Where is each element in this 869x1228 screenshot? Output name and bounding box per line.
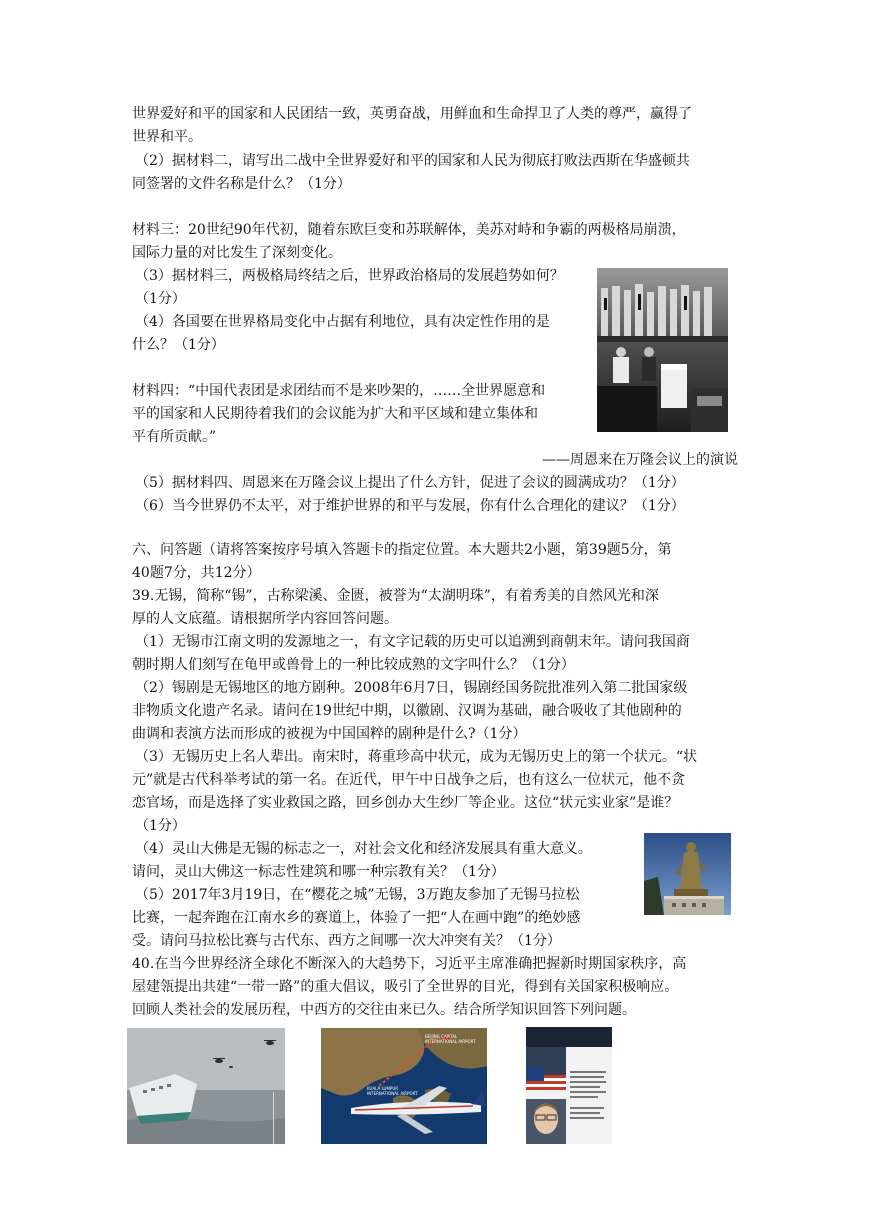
- text-line: 恋官场，而是选择了实业救国之路，回乡创办大生纱厂等企业。这位“状元实业家”是谁？: [132, 795, 679, 811]
- question-39-4: （4）灵山大佛是无锡的标志之一，对社会文化和经济发展具有重大意义。: [135, 841, 592, 857]
- text-line: 回顾人类社会的发展历程，中西方的交往由来已久。结合所学知识回答下列问题。: [132, 1002, 636, 1018]
- question-39: 39.无锡，简称“锡”，古称梁溪、金匮，被誉为“太湖明珠”，有着秀美的自然风光和深: [132, 588, 659, 604]
- text-line: 同签署的文件名称是什么？（1分）: [132, 176, 351, 192]
- text-line: 请问，灵山大佛这一标志性建筑和哪一种宗教有关？（1分）: [132, 864, 505, 880]
- text-line: 平有所贡献。”: [132, 429, 217, 445]
- text-line: 曲调和表演方法而形成的被视为中国国粹的剧种是什么?（1分）: [132, 726, 527, 742]
- question-5: （5）据材料四、周恩来在万隆会议上提出了什么方针，促进了会议的圆满成功？（1分）: [135, 475, 685, 491]
- map-label: KUALA LUMPUR: [367, 1086, 399, 1091]
- text-line: 世界和平。: [132, 129, 202, 145]
- question-39-3: （3）无锡历史上名人辈出。南宋时，蒋重珍高中状元，成为无锡历史上的第一个状元。“状: [135, 749, 698, 765]
- text-line: 受。请问马拉松比赛与古代东、西方之间哪一次大冲突有关？（1分）: [132, 933, 561, 949]
- question-4: （4）各国要在世界格局变化中占据有利地位，具有决定性作用的是: [135, 314, 550, 330]
- text-line: 非物质文化遗产名录。请问在19世纪中期，以徽剧、汉调为基础，融合吸收了其他剧种的: [132, 703, 682, 719]
- text-line: 厚的人文底蕴。请根据所学内容回答问题。: [132, 611, 398, 627]
- text-line: 什么？（1分）: [132, 337, 225, 353]
- photo-capsized-ferry: [127, 1028, 285, 1144]
- text-line: 平的国家和人民期待着我们的会议能为扩大和平区域和建立集体和: [132, 406, 538, 422]
- text-line: 元”就是古代科举考试的第一名。在近代，甲午中日战争之后，也有这么一位状元，他不贪: [132, 772, 686, 788]
- question-39-5: （5）2017年3月19日，在“樱花之城”无锡，3万跑友参加了无锡马拉松: [135, 887, 580, 903]
- text-line: 比赛，一起奔跑在江南水乡的赛道上，体验了一把“人在画中跑”的绝妙感: [132, 910, 581, 926]
- question-2: （2）据材料二，请写出二战中全世界爱好和平的国家和人民为彻底打败法西斯在华盛顿共: [135, 153, 690, 169]
- text-line: （1分）: [135, 291, 186, 307]
- material-3: 材料三：20世纪90年代初，随着东欧巨变和苏联解体，美苏对峙和争霸的两极格局崩溃，: [132, 222, 686, 238]
- text-line: 国际力量的对比发生了深刻变化。: [132, 245, 342, 261]
- section-heading: 六、问答题（请将答案按序号填入答题卡的指定位置。本大题共2小题，第39题5分，第: [132, 542, 672, 558]
- citation: ——周恩来在万隆会议上的演说: [542, 452, 738, 468]
- text-line: 40题7分，共12分）: [132, 565, 261, 581]
- question-3: （3）据材料三，两极格局终结之后，世界政治格局的发展趋势如何？: [135, 268, 564, 284]
- map-label: INTERNATIONAL AIRPORT: [425, 1039, 476, 1044]
- photo-bandung-conference: [597, 268, 728, 432]
- photo-lingshan-buddha: [644, 833, 731, 915]
- question-39-2: （2）锡剧是无锡地区的地方剧种。2008年6月7日，锡剧经国务院批准列入第二批国家级: [135, 680, 688, 696]
- photo-snowden-news: [526, 1027, 612, 1144]
- text-line: 朝时期人们刻写在龟甲或兽骨上的一种比较成熟的文字叫什么？（1分）: [132, 657, 575, 673]
- map-label: BEIJING CAPITAL: [425, 1034, 458, 1039]
- photo-flight-route-map: [321, 1028, 487, 1144]
- text-line: （1分）: [135, 818, 186, 834]
- question-6: （6）当今世界仍不太平，对于维护世界的和平与发展，你有什么合理化的建议？（1分）: [135, 498, 685, 514]
- question-39-1: （1）无锡市江南文明的发源地之一，有文字记载的历史可以追溯到商朝末年。请问我国商: [135, 634, 690, 650]
- text-line: 世界爱好和平的国家和人民团结一致，英勇奋战，用鲜血和生命捍卫了人类的尊严，赢得了: [132, 106, 692, 122]
- material-4: 材料四：“中国代表团是求团结而不是来吵架的，……全世界愿意和: [132, 383, 546, 399]
- map-label: INTERNATIONAL AIRPORT: [367, 1091, 418, 1096]
- text-line: 屋建瓴提出共建“一带一路”的重大倡议，吸引了全世界的目光，得到有关国家积极响应。: [132, 979, 679, 995]
- question-40: 40.在当今世界经济全球化不断深入的大趋势下，习近平主席准确把握新时期国家秩序，高: [132, 956, 687, 972]
